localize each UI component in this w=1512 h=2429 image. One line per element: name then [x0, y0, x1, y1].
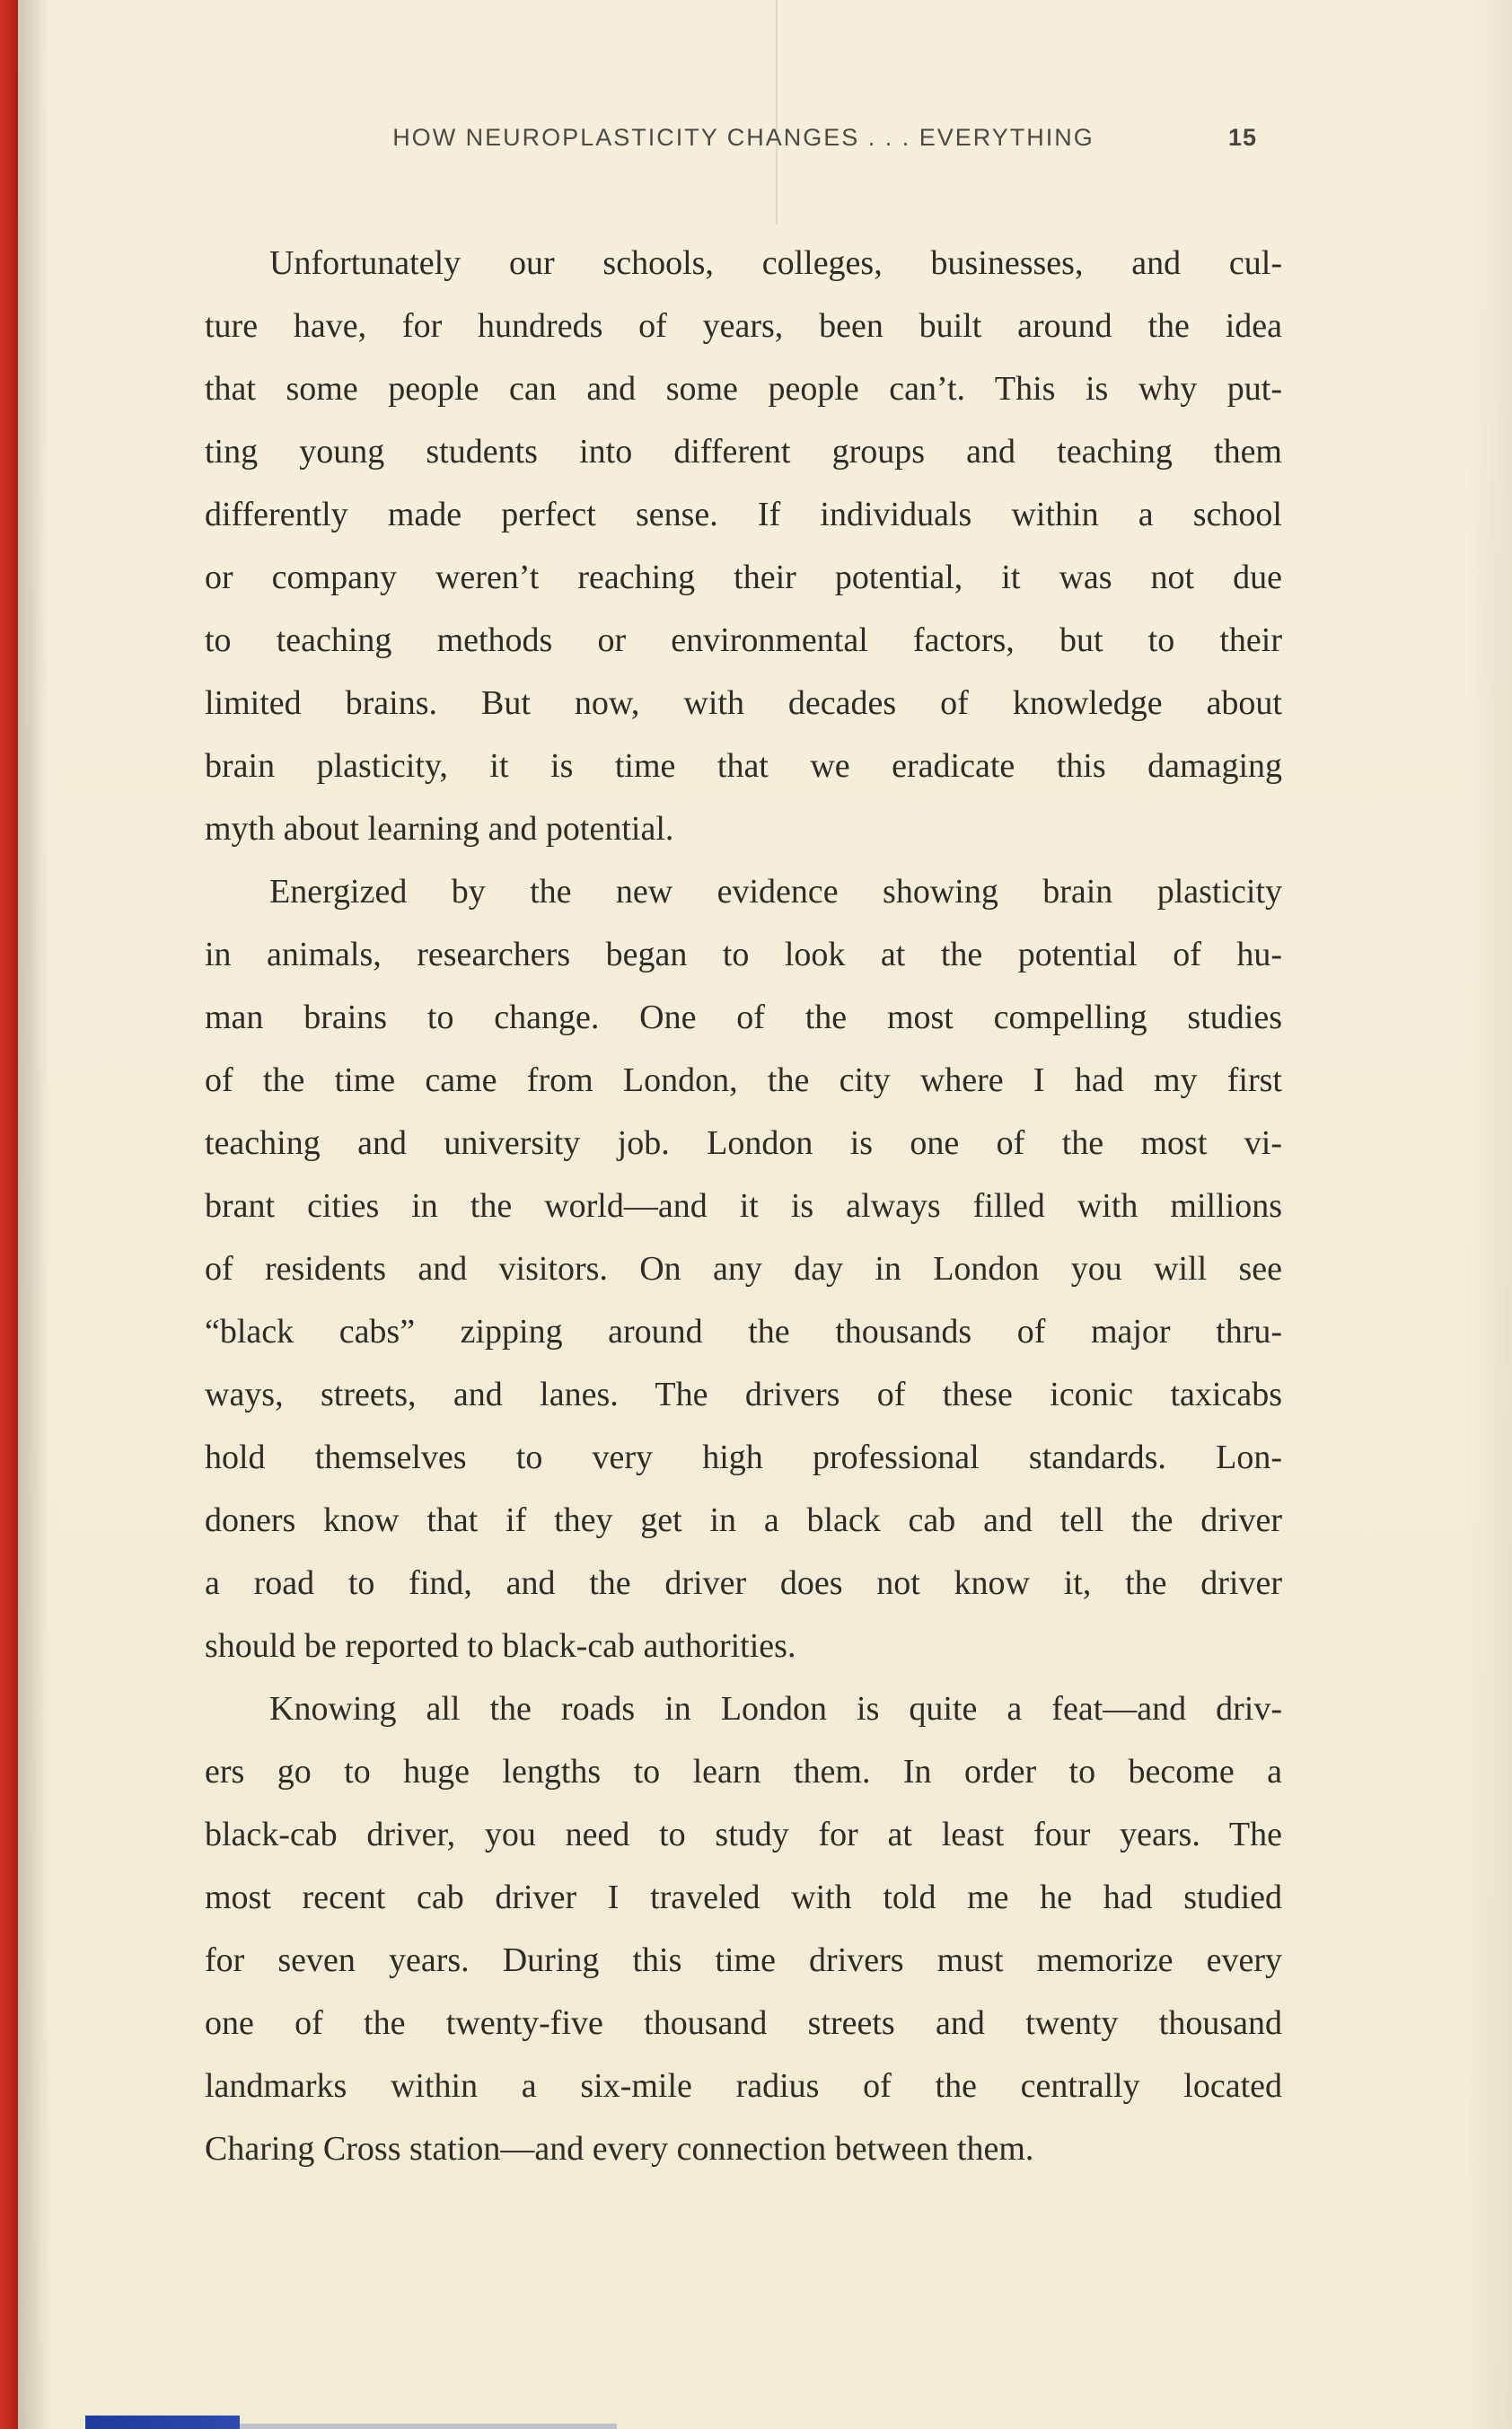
text-line: differently made perfect sense. If individuals within a school [205, 496, 1282, 533]
page-number: 15 [1227, 124, 1257, 151]
book-spine-edge [0, 0, 18, 2429]
text-line: should be reported to black-cab authorities. [205, 1627, 796, 1665]
bottom-blue-strip [85, 2416, 240, 2429]
text-line: Charing Cross station—and every connection between them. [205, 2130, 1034, 2168]
text-line: to teaching methods or environmental factors, but to their [205, 621, 1282, 659]
text-line: ers go to huge lengths to learn them. In order to become a [205, 1753, 1282, 1791]
text-line: “black cabs” zipping around the thousands of major thru- [205, 1313, 1282, 1351]
text-line: in animals, researchers began to look at the potential of hu- [205, 936, 1282, 973]
body-text [205, 232, 1282, 2180]
text-line: black-cab driver, you need to study for at least four years. The [205, 1816, 1282, 1853]
text-line: Unfortunately our schools, colleges, businesses, and cul- [269, 244, 1282, 282]
text-line: a road to find, and the driver does not know it, the driver [205, 1564, 1282, 1602]
running-header [205, 124, 1282, 160]
paragraph [205, 860, 1282, 1677]
text-line: or company weren’t reaching their potential, it was not due [205, 559, 1282, 596]
bottom-blue-strip-faint [240, 2424, 617, 2429]
text-line: most recent cab driver I traveled with told me he had studied [205, 1879, 1282, 1916]
text-line: ture have, for hundreds of years, been built around the idea [205, 307, 1282, 345]
text-line: man brains to change. One of the most compelling studies [205, 999, 1282, 1036]
text-line: doners know that if they get in a black cab and tell the driver [205, 1501, 1282, 1539]
text-line: Knowing all the roads in London is quite a feat—and driv- [269, 1690, 1282, 1728]
text-line: ways, streets, and lanes. The drivers of these iconic taxicabs [205, 1376, 1282, 1413]
text-line: myth about learning and potential. [205, 810, 674, 848]
running-header-title: HOW NEUROPLASTICITY CHANGES . . . EVERYTHING [392, 124, 1094, 151]
text-line: teaching and university job. London is one of the most vi- [205, 1124, 1282, 1162]
text-line: hold themselves to very high professional standards. Lon- [205, 1439, 1282, 1476]
text-line: one of the twenty-five thousand streets and twenty thousand [205, 2004, 1282, 2042]
text-line: Energized by the new evidence showing brain plasticity [269, 873, 1282, 911]
text-line: of residents and visitors. On any day in London you will see [205, 1250, 1282, 1288]
text-line: brant cities in the world—and it is always filled with millions [205, 1187, 1282, 1225]
text-line: that some people can and some people can’t. This is why put- [205, 370, 1282, 408]
text-line: for seven years. During this time drivers must memorize every [205, 1941, 1282, 1979]
paragraph [205, 232, 1282, 860]
text-line: ting young students into different groups and teaching them [205, 433, 1282, 471]
spine-shadow [18, 0, 48, 2429]
paragraph [205, 1677, 1282, 2180]
page-crease [776, 0, 778, 224]
text-line: brain plasticity, it is time that we eradicate this damaging [205, 747, 1282, 785]
text-line: limited brains. But now, with decades of knowledge about [205, 684, 1282, 722]
text-line: of the time came from London, the city where I had my first [205, 1061, 1282, 1099]
text-line: landmarks within a six-mile radius of the centrally located [205, 2067, 1282, 2105]
